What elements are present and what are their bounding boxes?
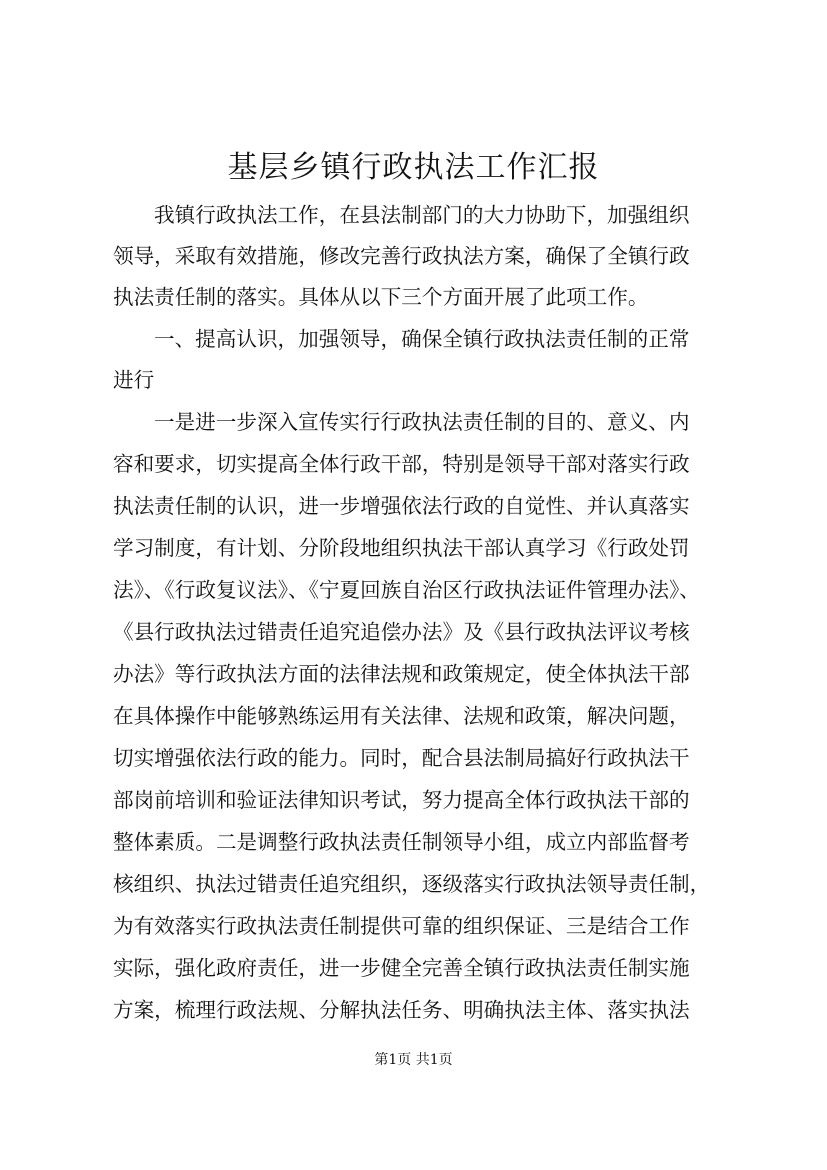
body-line: 容和要求，切实提高全体行政干部，特别是领导干部对落实行政 xyxy=(113,452,690,476)
body-line: 法》、《行政复议法》、《宁夏回族自治区行政执法证件管理办法》、 xyxy=(113,578,700,602)
body-line: 实际，强化政府责任，进一步健全完善全镇行政执法责任制实施 xyxy=(113,956,690,980)
body-line: 执法责任制的认识，进一步增强依法行政的自觉性、并认真落实 xyxy=(113,494,690,518)
body-line: 办法》等行政执法方面的法律法规和政策规定，使全体执法干部 xyxy=(113,662,690,686)
page-footer: 第1页 共1页 xyxy=(374,1052,453,1068)
body-line: 核组织、执法过错责任追究组织，逐级落实行政执法领导责任制， xyxy=(113,872,711,896)
document-title: 基层乡镇行政执法工作汇报 xyxy=(227,150,600,185)
body-line: 部岗前培训和验证法律知识考试，努力提高全体行政执法干部的 xyxy=(113,788,690,812)
body-line: 方案，梳理行政法规、分解执法任务、明确执法主体、落实执法 xyxy=(113,998,690,1022)
body-line: 整体素质。二是调整行政执法责任制领导小组，成立内部监督考 xyxy=(113,830,690,854)
body-line: 我镇行政执法工作，在县法制部门的大力协助下，加强组织 xyxy=(154,203,690,227)
section-heading-line: 一、提高认识，加强领导，确保全镇行政执法责任制的正常 xyxy=(154,327,690,351)
body-line: 执法责任制的落实。具体从以下三个方面开展了此项工作。 xyxy=(113,285,649,309)
body-line: 为有效落实行政执法责任制提供可靠的组织保证、三是结合工作 xyxy=(113,914,690,938)
body-line: 学习制度，有计划、分阶段地组织执法干部认真学习《行政处罚 xyxy=(113,536,690,560)
section-heading-line: 进行 xyxy=(113,368,155,392)
body-line: 领导，采取有效措施，修改完善行政执法方案，确保了全镇行政 xyxy=(113,244,690,268)
body-line: 切实增强依法行政的能力。同时，配合县法制局搞好行政执法干 xyxy=(113,746,690,770)
body-line: 一是进一步深入宣传实行行政执法责任制的目的、意义、内 xyxy=(154,410,690,434)
body-line: 《县行政执法过错责任追究追偿办法》及《县行政执法评议考核 xyxy=(113,620,690,644)
body-line: 在具体操作中能够熟练运用有关法律、法规和政策，解决问题， xyxy=(113,704,690,728)
